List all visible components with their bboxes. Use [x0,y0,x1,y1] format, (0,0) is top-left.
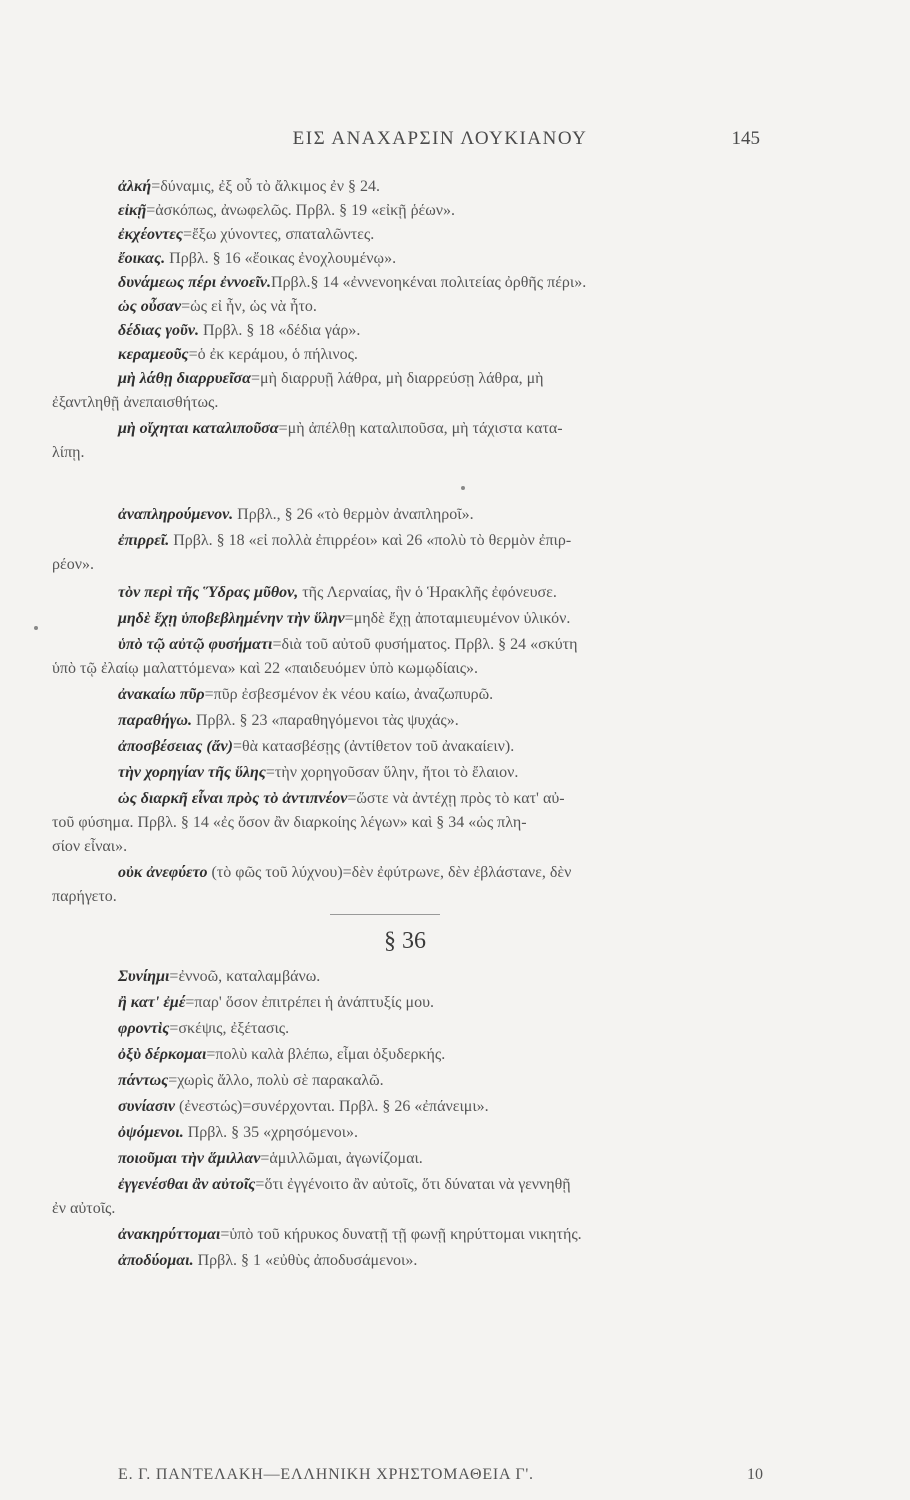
definition: ρέον». [52,556,94,573]
definition: =ἐννοῶ, καταλαμβάνω. [169,968,321,985]
lemma: μηδὲ ἔχῃ ὑποβεβλημένην τὴν ὕλην [118,610,345,627]
lemma: ὀξὺ δέρκομαι [118,1046,207,1063]
section-heading: § 36 [384,928,426,954]
lemma: συνίασιν [118,1098,176,1115]
glossary-line [118,1018,289,1040]
glossary-line [118,296,317,318]
lemma: τὴν χορηγίαν τῆς ὕλης [118,764,266,781]
lemma: μὴ λάθῃ διαρρυεῖσα [118,370,252,387]
definition: ἐν αὐτοῖς. [52,1200,116,1217]
definition: =ἔξω χύνοντες, σπαταλῶντες. [182,226,375,243]
definition: (τὸ φῶς τοῦ λύχνου)=δὲν ἐφύτρωνε, δὲν ἐβλάστανε, δὲν [207,864,572,881]
ink-dot [461,486,465,490]
glossary-line [118,1096,489,1118]
lemma: ἀνακηρύττομαι [118,1226,221,1243]
lemma: ἔοικας. [118,250,166,267]
glossary-line-continued [52,836,127,858]
glossary-line [118,504,474,526]
glossary-line [118,272,586,294]
lemma: δέδιας γοῦν. [118,322,199,339]
glossary-line-continued [52,442,85,464]
definition: ἐξαντληθῇ ἀνεπαισθήτως. [52,394,219,411]
definition: =μηδὲ ἔχῃ ἀποταμιευμένον ὑλικόν. [344,610,571,627]
lemma: ὑπὸ τῷ αὐτῷ φυσήματι [118,636,273,653]
glossary-line [118,992,434,1014]
definition: =πῦρ ἐσβεσμένον ἐκ νέου καίω, ἀναζωπυρῶ. [204,686,494,703]
definition: Πρβλ. § 1 «εὐθὺς ἀποδυσάμενοι». [193,1252,418,1269]
definition: =χωρὶς ἄλλο, πολὺ σὲ παρακαλῶ. [168,1072,384,1089]
definition: Πρβλ. § 16 «ἔοικας ἐνοχλουμένῳ». [165,250,397,267]
page-number: 145 [731,128,760,149]
page-footer [118,1466,763,1492]
glossary-line [118,418,563,440]
definition: Πρβλ., § 26 «τὸ θερμὸν ἀναπληροῖ». [233,506,474,523]
definition: (ἐνεστώς)=συνέρχονται. Πρβλ. § 26 «ἐπάνειμι». [175,1098,489,1115]
glossary-line [118,634,577,656]
glossary-line [118,320,360,342]
glossary-line [118,200,455,222]
definition: =ὥστε νὰ ἀντέχῃ πρὸς τὸ κατ' αὐ- [347,790,565,807]
lemma: ἐπιρρεῖ. [118,532,170,549]
definition: =ἀσκόπως, ἀνωφελῶς. Πρβλ. § 19 «εἰκῇ ῥέων». [146,202,456,219]
lemma: ἐκχέοντες [118,226,183,243]
lemma: ὡς οὖσαν [118,298,182,315]
definition: =ἁμιλλῶμαι, ἀγωνίζομαι. [260,1150,423,1167]
running-title: ΕΙΣ ΑΝΑΧΑΡΣΙΝ ΛΟΥΚΙΑΝΟΥ [292,128,588,149]
definition: =ὑπὸ τοῦ κήρυκος δυνατῇ τῇ φωνῇ κηρύττομαι νικητής. [220,1226,582,1243]
glossary-line [118,248,396,270]
glossary-line-continued [52,658,478,680]
glossary-line [118,368,544,390]
definition: =σκέψις, ἐξέτασις. [169,1020,290,1037]
definition: τοῦ φύσημα. Πρβλ. § 14 «ἐς ὅσον ἂν διαρκοίης λέγων» καὶ § 34 «ὡς πλη- [52,814,527,831]
glossary-line [118,1224,582,1246]
definition: =διὰ τοῦ αὐτοῦ φυσήματος. Πρβλ. § 24 «σκύτη [272,636,578,653]
definition: Πρβλ. § 23 «παραθηγόμενοι τὰς ψυχάς». [192,712,459,729]
lemma: μὴ οἴχηται καταλιποῦσα [118,420,279,437]
glossary-line [118,1070,384,1092]
glossary-line-continued [52,1198,115,1220]
definition: =τὴν χορηγοῦσαν ὕλην, ἤτοι τὸ ἔλαιον. [265,764,519,781]
definition: =δύναμις, ἐξ οὗ τὸ ἄλκιμος ἐν § 24. [151,178,380,195]
definition: τῆς Λερναίας, ἣν ὁ Ἡρακλῆς ἐφόνευσε. [298,584,557,601]
glossary-line [118,582,557,604]
lemma: ἀλκή [118,178,152,195]
lemma: κεραμεοῦς [118,346,189,363]
definition: Πρβλ. § 18 «δέδια γάρ». [198,322,361,339]
glossary-line [118,1174,571,1196]
definition: =ὁ ἐκ κεράμου, ὁ πήλινος. [188,346,358,363]
glossary-line [118,966,320,988]
lemma: ἢ κατ' ἐμέ [118,994,186,1011]
definition: =μὴ διαρρυῇ λάθρα, μὴ διαρρεύσῃ λάθρα, μὴ [251,370,544,387]
margin-dot [34,626,38,630]
lemma: οὐκ ἀνεφύετο [118,864,208,881]
definition: Πρβλ.§ 14 «ἐννενοηκέναι πολιτείας ὀρθῆς πέρι». [271,274,587,291]
definition: ὑπὸ τῷ ἐλαίῳ μαλαττόμενα» καὶ 22 «παιδευόμεν ὑπὸ κωμῳδίαις». [52,660,479,677]
lemma: ἀνακαίω πῦρ [118,686,205,703]
definition: Πρβλ. § 35 «χρησόμενοι». [183,1124,359,1141]
glossary-line [118,1250,417,1272]
definition: σίον εἶναι». [52,838,128,855]
glossary-line [118,530,571,552]
glossary-line [118,862,571,884]
lemma: ὀψόμενοι. [118,1124,184,1141]
section-divider [330,914,440,915]
glossary-line [118,684,493,706]
glossary-line [118,710,459,732]
lemma: πάντως [118,1072,169,1089]
footer-imprint: Ε. Γ. ΠΑΝΤΕΛΑΚΗ—ΕΛΛΗΝΙΚΗ ΧΡΗΣΤΟΜΑΘΕΙΑ Γ'. [118,1466,534,1483]
lemma: ὡς διαρκῆ εἶναι πρὸς τὸ ἀντιπνέον [118,790,348,807]
definition: =θὰ κατασβέσῃς (ἀντίθετον τοῦ ἀνακαίειν). [232,738,515,755]
glossary-line [118,736,514,758]
lemma: εἰκῇ [118,202,147,219]
lemma: φροντὶς [118,1020,170,1037]
glossary-line [118,1148,423,1170]
lemma: ἀποδύομαι. [118,1252,194,1269]
glossary-line [118,344,358,366]
lemma: ποιοῦμαι τὴν ἅμιλλαν [118,1150,261,1167]
glossary-line-continued [52,886,117,908]
lemma: παραθήγω. [118,712,192,729]
lemma: ἐγγενέσθαι ἂν αὐτοῖς [118,1176,256,1193]
definition: =ὡς εἰ ἦν, ὡς νὰ ἦτο. [181,298,317,315]
glossary-line [118,762,518,784]
glossary-line [118,1122,358,1144]
definition: =ὅτι ἐγγένοιτο ἂν αὐτοῖς, ὅτι δύναται νὰ γεννηθῇ [255,1176,571,1193]
lemma: τὸν περὶ τῆς Ὕδρας μῦθον, [118,584,299,601]
page-header [120,128,760,158]
lemma: δυνάμεως πέρι ἐννοεῖν. [118,274,272,291]
glossary-line [118,608,570,630]
lemma: Συνίημι [118,968,170,985]
glossary-line-continued [52,812,527,834]
glossary-line [118,224,374,246]
definition: =πολὺ καλὰ βλέπω, εἶμαι ὀξυδερκής. [206,1046,446,1063]
glossary-line [118,176,380,198]
glossary-line [118,1044,445,1066]
lemma: ἀποσβέσειας (ἄν) [118,738,233,755]
signature-mark: 10 [747,1466,763,1483]
definition: =παρ' ὅσον ἐπιτρέπει ἡ ἀνάπτυξίς μου. [185,994,434,1011]
definition: παρήγετο. [52,888,117,905]
glossary-line-continued [52,392,218,414]
glossary-line-continued [52,554,94,576]
definition: λίπῃ. [52,444,85,461]
definition: Πρβλ. § 18 «εἰ πολλὰ ἐπιρρέοι» καὶ 26 «πολὺ τὸ θερμὸν ἐπιρ- [169,532,572,549]
glossary-line [118,788,565,810]
definition: =μὴ ἀπέλθῃ καταλιποῦσα, μὴ τάχιστα κατα- [278,420,563,437]
lemma: ἀναπληρούμενον. [118,506,234,523]
